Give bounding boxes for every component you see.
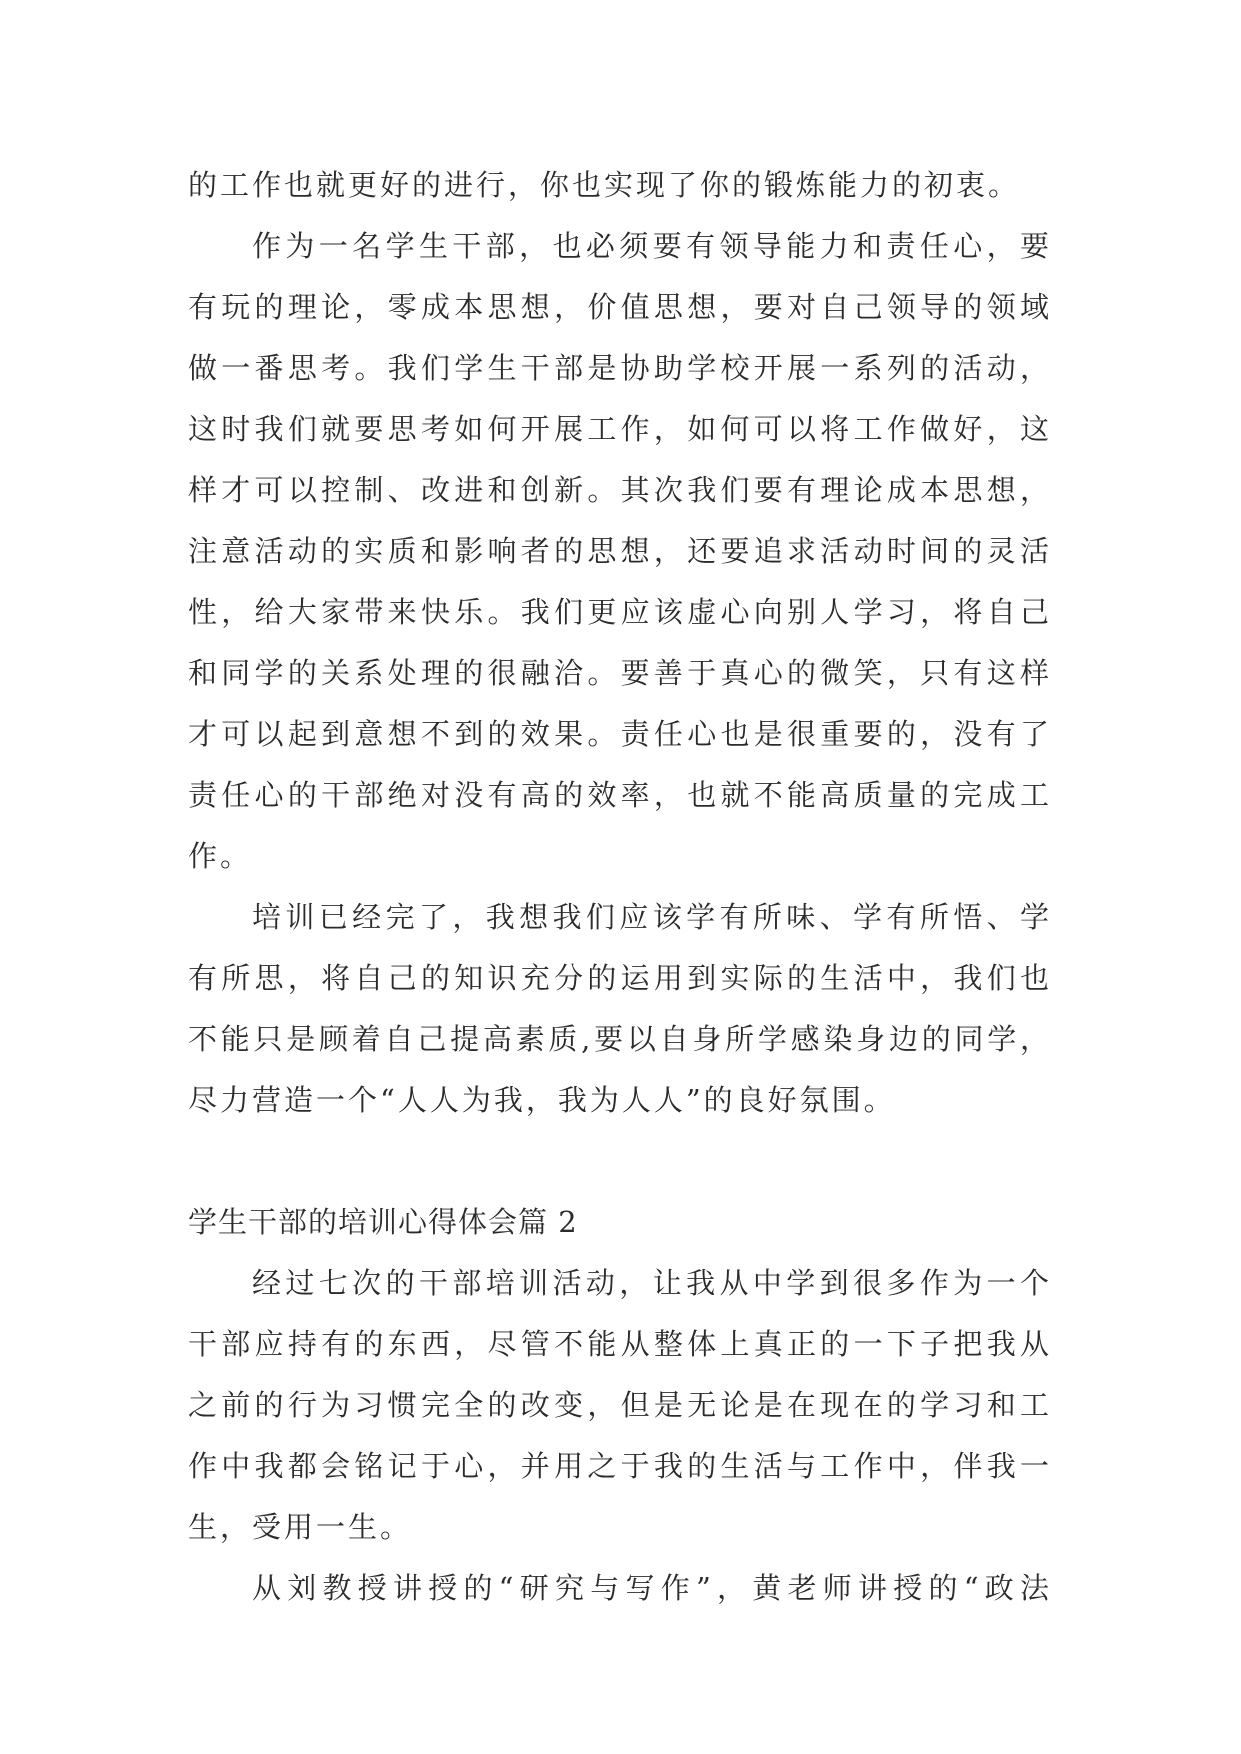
paragraph-line: 作中我都会铭记于心，并用之于我的生活与工作中，伴我一: [188, 1449, 1052, 1483]
paragraph-line: 样才可以控制、改进和创新。其次我们要有理论成本思想，: [188, 473, 1052, 507]
paragraph-line: 性，给大家带来快乐。我们更应该虚心向别人学习，将自己: [188, 595, 1052, 629]
paragraph-line: 有所思，将自己的知识充分的运用到实际的生活中，我们也: [188, 961, 1052, 995]
section-spacer: [188, 1131, 1052, 1192]
paragraph-line: 培训已经完了，我想我们应该学有所味、学有所悟、学: [252, 900, 1052, 934]
paragraph-line: 之前的行为习惯完全的改变，但是无论是在现在的学习和工: [188, 1388, 1052, 1422]
paragraph-line: 这时我们就要思考如何开展工作，如何可以将工作做好，这: [188, 412, 1052, 446]
paragraph-line: 做一番思考。我们学生干部是协助学校开展一系列的活动，: [188, 351, 1052, 385]
paragraph-line: 干部应持有的东西，尽管不能从整体上真正的一下子把我从: [188, 1327, 1052, 1361]
section-heading: 学生干部的培训心得体会篇 2: [188, 1205, 578, 1239]
paragraph-line: 尽力营造一个“人人为我，我为人人”的良好氛围。: [188, 1083, 896, 1117]
document-body: [188, 155, 1052, 1619]
paragraph-line: 有玩的理论，零成本思想，价值思想，要对自己领导的领域: [188, 290, 1052, 324]
paragraph-line: 作为一名学生干部，也必须要有领导能力和责任心，要: [252, 229, 1052, 263]
paragraph-line: 经过七次的干部培训活动，让我从中学到很多作为一个: [252, 1266, 1052, 1300]
paragraph-line: 作。: [188, 839, 253, 873]
paragraph-line: 才可以起到意想不到的效果。责任心也是很重要的，没有了: [188, 717, 1052, 751]
paragraph-line: 的工作也就更好的进行，你也实现了你的锻炼能力的初衷。: [188, 168, 1021, 202]
paragraph-line: 责任心的干部绝对没有高的效率，也就不能高质量的完成工: [188, 778, 1052, 812]
paragraph-line: 生，受用一生。: [188, 1510, 413, 1544]
paragraph-line: 不能只是顾着自己提高素质,要以自身所学感染身边的同学，: [188, 1022, 1052, 1056]
paragraph-line: 从刘教授讲授的“研究与写作”，黄老师讲授的“政法: [252, 1571, 1052, 1605]
paragraph-line: 注意活动的实质和影响者的思想，还要追求活动时间的灵活: [188, 534, 1052, 568]
paragraph-line: 和同学的关系处理的很融洽。要善于真心的微笑，只有这样: [188, 656, 1052, 690]
